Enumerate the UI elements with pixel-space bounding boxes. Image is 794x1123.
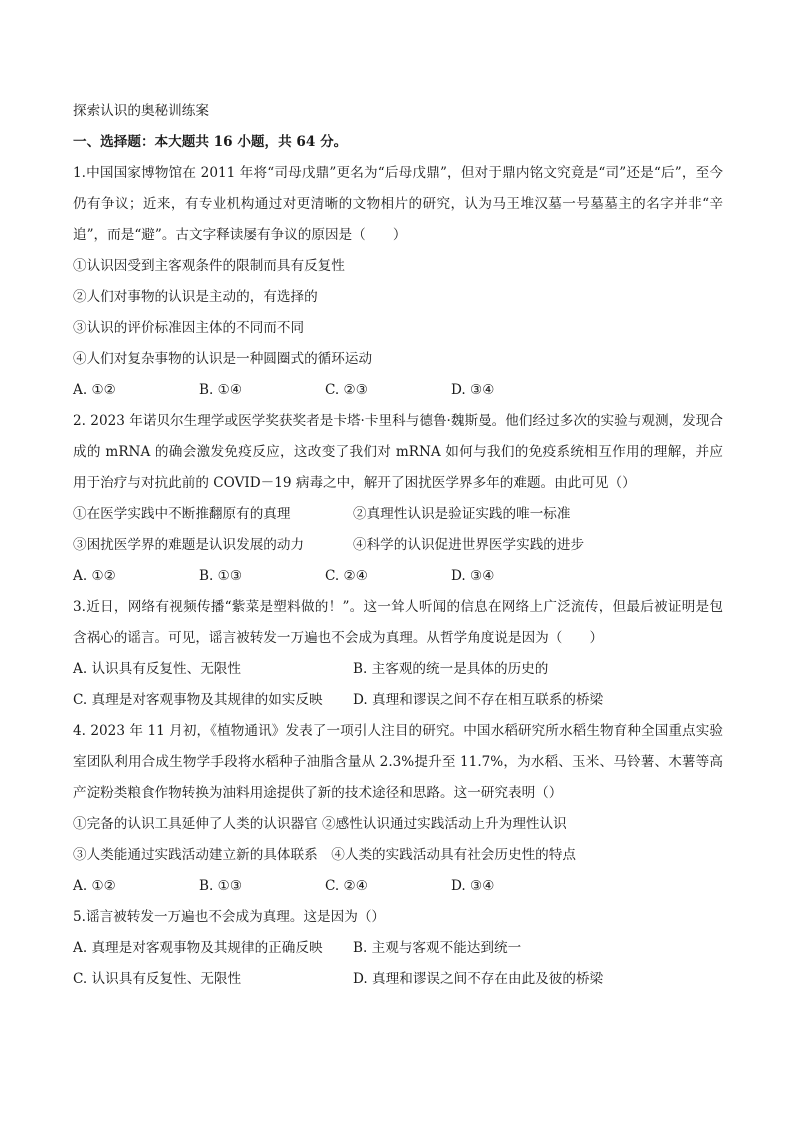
statement-item: ①完备的认识工具延伸了人类的认识器官 ②感性认识通过实践活动上升为理性认识 — [73, 816, 567, 832]
option-c[interactable]: C. ②④ — [325, 878, 368, 894]
answer-options — [73, 964, 723, 995]
option-d[interactable]: D. ③④ — [451, 568, 495, 584]
option-c[interactable]: C. ②③ — [325, 382, 368, 398]
statement-item: ①在医学实践中不断推翻原有的真理 — [73, 506, 291, 522]
option-b[interactable]: B. ①③ — [199, 568, 243, 584]
option-b[interactable]: B. 主观与客观不能达到统一 — [353, 940, 522, 956]
question-1 — [73, 158, 723, 406]
doc-title: 探索认识的奥秘训练案 — [73, 103, 209, 119]
option-d[interactable]: D. 真理和谬误之间不存在由此及彼的桥梁 — [353, 971, 604, 987]
option-a[interactable]: A. ①② — [73, 568, 116, 584]
option-d[interactable]: D. ③④ — [451, 382, 495, 398]
answer-options — [73, 654, 723, 685]
option-a[interactable]: A. ①② — [73, 382, 116, 398]
option-d[interactable]: D. 真理和谬误之间不存在相互联系的桥梁 — [353, 692, 604, 708]
option-d[interactable]: D. ③④ — [451, 878, 495, 894]
answer-options — [73, 933, 723, 964]
statement-item: ③困扰医学界的难题是认识发展的动力 — [73, 537, 305, 553]
question-5 — [73, 902, 723, 995]
option-b[interactable]: B. ①④ — [199, 382, 243, 398]
option-c[interactable]: C. 真理是对客观事物及其规律的如实反映 — [73, 692, 323, 708]
question-2 — [73, 406, 723, 592]
answer-options — [73, 375, 723, 406]
option-b[interactable]: B. 主客观的统一是具体的历史的 — [353, 661, 549, 677]
answer-options — [73, 561, 723, 592]
question-stem: 5.谣言被转发一万遍也不会成为真理。这是因为（） — [73, 909, 386, 925]
statement-item: ②真理性认识是验证实践的唯一标准 — [353, 506, 571, 522]
question-4 — [73, 716, 723, 902]
question-stem: 3.近日，网络有视频传播“紫菜是塑料做的！”。这一耸人听闻的信息在网络上广泛流传，但最后被证明是包含祸心的谣言。可见，谣言被转发一万遍也不会成为真理。从哲学角度说是因为（ ） — [73, 599, 723, 646]
section-header: 一、选择题：本大题共 16 小题，共 64 分。 — [73, 134, 348, 150]
question-stem: 4. 2023 年 11 月初，《植物通讯》发表了一项引人注目的研究。中国水稻研究所水稻生物育种全国重点实验室团队利用合成生物学手段将水稻种子油脂含量从 2.3%提升至 11.7%，为水稻、玉米、马铃薯、木薯等高产淀粉类粮食作物转换为油料用途提供了新的技术途径和思路。这一研究表明（） — [73, 723, 723, 801]
statement-item: ①认识因受到主客观条件的限制而具有反复性 — [73, 258, 345, 274]
option-c[interactable]: C. ②④ — [325, 568, 368, 584]
question-stem: 2. 2023 年诺贝尔生理学或医学奖获奖者是卡塔·卡里科与德鲁·魏斯曼。他们经过多次的实验与观测，发现合成的 mRNA 的确会激发免疫反应，这改变了我们对 mRNA 如何与我们的免疫系统相互作用的理解，并应用于治疗与对抗此前的 COVID－19 病毒之中，解开了困扰医学界多年的难题。由此可见（） — [73, 413, 723, 491]
statement-item: ④科学的认识促进世界医学实践的进步 — [353, 537, 585, 553]
answer-options — [73, 871, 723, 902]
option-a[interactable]: A. ①② — [73, 878, 116, 894]
statement-row — [73, 530, 723, 561]
option-c[interactable]: C. 认识具有反复性、无限性 — [73, 971, 242, 987]
question-stem: 1.中国国家博物馆在 2011 年将“司母戊鼎”更名为“后母戊鼎”，但对于鼎内铭文究竟是“司”还是“后”，至今仍有争议；近来，有专业机构通过对更清晰的文物相片的研究，认为马王堆汉墓一号墓墓主的名字并非“辛追”，而是“避”。古文字释读屡有争议的原因是（ ） — [73, 165, 723, 243]
statement-item: ③人类能通过实践活动建立新的具体联系 ④人类的实践活动具有社会历史性的特点 — [73, 847, 576, 863]
option-a[interactable]: A. 真理是对客观事物及其规律的正确反映 — [73, 940, 323, 956]
option-a[interactable]: A. 认识具有反复性、无限性 — [73, 661, 241, 677]
statement-item: ②人们对事物的认识是主动的，有选择的 — [73, 289, 318, 305]
document-content — [73, 96, 723, 995]
statement-item: ③认识的评价标准因主体的不同而不同 — [73, 320, 305, 336]
answer-options — [73, 685, 723, 716]
question-3 — [73, 592, 723, 716]
option-b[interactable]: B. ①③ — [199, 878, 243, 894]
statement-item: ④人们对复杂事物的认识是一种圆圈式的循环运动 — [73, 351, 373, 367]
statement-row — [73, 499, 723, 530]
